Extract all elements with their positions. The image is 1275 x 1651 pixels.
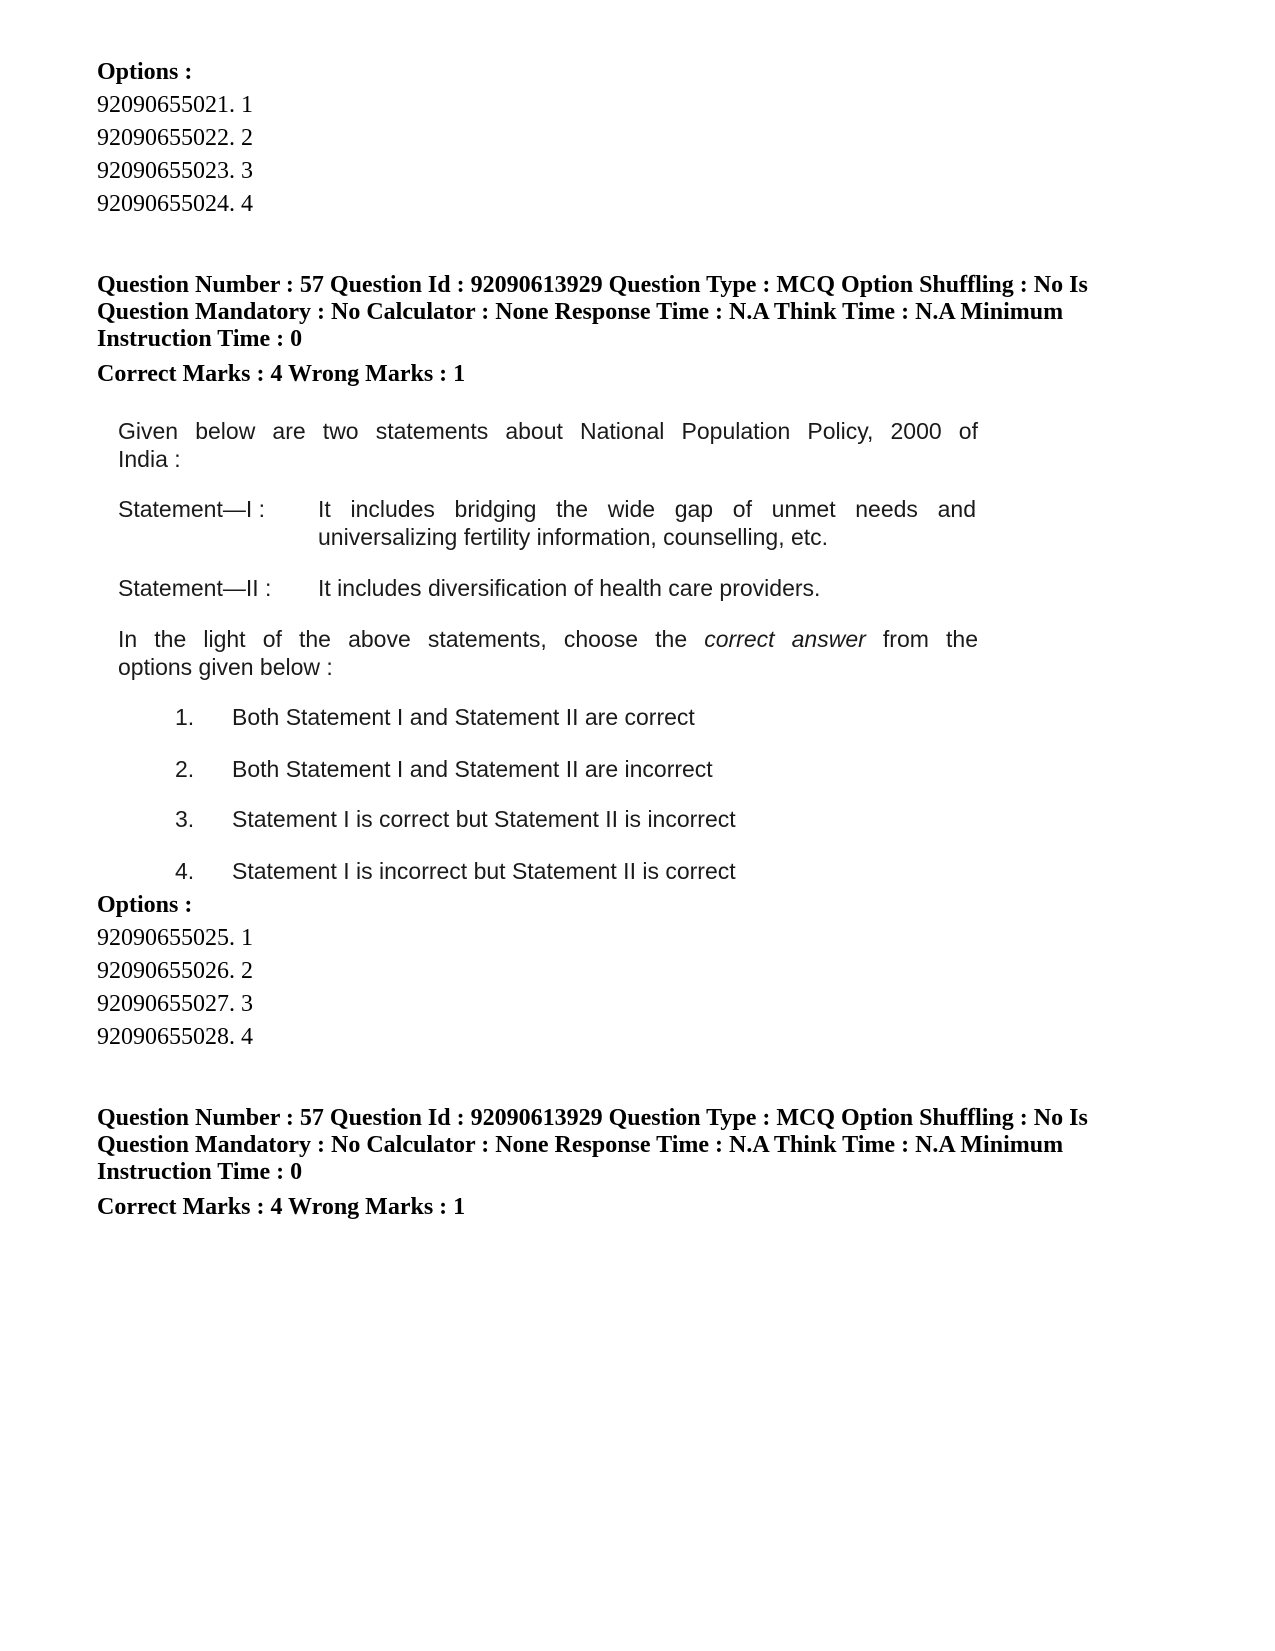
choice-number: 4.	[175, 858, 195, 884]
option-item: 92090655024. 4	[97, 191, 253, 217]
choice-text: Statement I is incorrect but Statement II is correct	[232, 858, 736, 884]
marks-line: Correct Marks : 4 Wrong Marks : 1	[97, 361, 466, 387]
options-heading: Options :	[97, 59, 193, 85]
statement-2-label: Statement—II :	[118, 575, 272, 601]
question-meta-line: Question Mandatory : No Calculator : None Response Time : N.A Think Time : N.A Minimum	[97, 1132, 1064, 1158]
question-stem-line: India :	[118, 446, 181, 472]
choice-text: Statement I is correct but Statement II is incorrect	[232, 806, 736, 832]
option-item: 92090655022. 2	[97, 125, 253, 151]
marks-line: Correct Marks : 4 Wrong Marks : 1	[97, 1194, 466, 1220]
option-item: 92090655026. 2	[97, 958, 253, 984]
option-item: 92090655027. 3	[97, 991, 253, 1017]
instruction-line: options given below :	[118, 654, 333, 680]
statement-1-label: Statement—I :	[118, 496, 266, 522]
question-meta-line: Question Number : 57 Question Id : 92090613929 Question Type : MCQ Option Shuffling : No Is	[97, 272, 1088, 298]
choice-text: Both Statement I and Statement II are correct	[232, 704, 695, 730]
option-item: 92090655021. 1	[97, 92, 253, 118]
choice-number: 3.	[175, 806, 195, 832]
question-meta-line: Question Mandatory : No Calculator : None Response Time : N.A Think Time : N.A Minimum	[97, 299, 1064, 325]
choice-number: 1.	[175, 704, 195, 730]
question-stem-line: Given below are two statements about National Population Policy, 2000 of	[118, 418, 978, 444]
statement-1-text: universalizing fertility information, counselling, etc.	[318, 524, 829, 550]
question-meta-line: Question Number : 57 Question Id : 92090613929 Question Type : MCQ Option Shuffling : No Is	[97, 1105, 1088, 1131]
question-meta-line: Instruction Time : 0	[97, 1159, 303, 1185]
choice-text: Both Statement I and Statement II are incorrect	[232, 756, 713, 782]
options-heading: Options :	[97, 892, 193, 918]
question-meta-line: Instruction Time : 0	[97, 326, 303, 352]
option-item: 92090655023. 3	[97, 158, 253, 184]
choice-number: 2.	[175, 756, 195, 782]
option-item: 92090655028. 4	[97, 1024, 253, 1050]
option-item: 92090655025. 1	[97, 925, 253, 951]
instruction-line: In the light of the above statements, choose the correct answer from the	[118, 626, 978, 652]
statement-1-text: It includes bridging the wide gap of unmet needs and	[318, 496, 976, 522]
statement-2-text: It includes diversification of health care providers.	[318, 575, 821, 601]
